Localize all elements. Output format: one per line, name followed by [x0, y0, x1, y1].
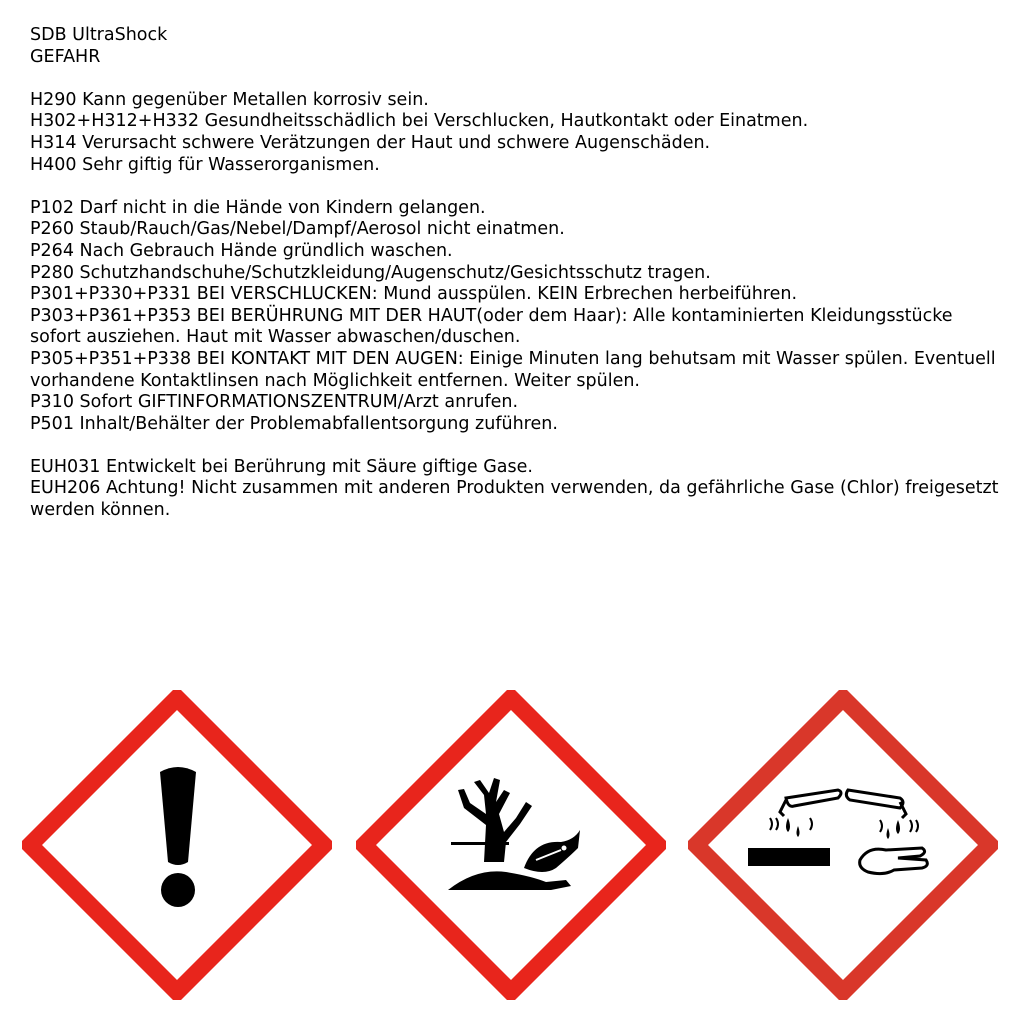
precautionary-statement: P260 Staub/Rauch/Gas/Nebel/Dampf/Aerosol nicht einatmen. [30, 219, 565, 240]
precautionary-statement: P280 Schutzhandschuhe/Schutzkleidung/Augenschutz/Gesichtsschutz tragen. [30, 262, 711, 283]
ghs-pictograms [0, 690, 1024, 1000]
euh-statement: EUH031 Entwickelt bei Berührung mit Säure giftige Gase. [30, 456, 533, 477]
ghs-pictogram-exclamation [22, 690, 332, 1000]
precautionary-statement: P305+P351+P338 BEI KONTAKT MIT DEN AUGEN: Einige Minuten lang behutsam mit Wasser spülen. Eventuell vorhandene Kontaktlinsen nach Möglichkeit entfernen. Weiter spülen. [30, 348, 1002, 391]
precautionary-statements [30, 198, 1005, 436]
signal-word: GEFAHR [30, 46, 101, 67]
euh-statements [30, 457, 1005, 522]
precautionary-statement: P264 Nach Gebrauch Hände gründlich waschen. [30, 240, 453, 261]
hazard-statements [30, 90, 1005, 176]
hazard-statement: H302+H312+H332 Gesundheitsschädlich bei Verschlucken, Hautkontakt oder Einatmen. [30, 111, 809, 132]
spacer [30, 435, 1005, 457]
spacer [30, 68, 1005, 90]
precautionary-statement: P303+P361+P353 BEI BERÜHRUNG MIT DER HAUT(oder dem Haar): Alle kontaminierten Kleidungsstücke sofort ausziehen. Haut mit Wasser abwaschen/duschen. [30, 305, 959, 348]
ghs-pictogram-corrosion [688, 690, 998, 1000]
precautionary-statement: P102 Darf nicht in die Hände von Kindern gelangen. [30, 197, 486, 218]
environment-hazard-icon [356, 690, 666, 1000]
safety-data-text [30, 25, 1005, 522]
hazard-statement: H290 Kann gegenüber Metallen korrosiv sein. [30, 89, 429, 110]
ghs-pictogram-environment [356, 690, 666, 1000]
precautionary-statement: P501 Inhalt/Behälter der Problemabfallentsorgung zuführen. [30, 413, 558, 434]
precautionary-statement: P310 Sofort GIFTINFORMATIONSZENTRUM/Arzt anrufen. [30, 392, 519, 413]
precautionary-statement: P301+P330+P331 BEI VERSCHLUCKEN: Mund ausspülen. KEIN Erbrechen herbeiführen. [30, 284, 798, 305]
exclamation-mark-icon [22, 690, 332, 1000]
hazard-statement: H314 Verursacht schwere Verätzungen der Haut und schwere Augenschäden. [30, 132, 711, 153]
euh-statement: EUH206 Achtung! Nicht zusammen mit anderen Produkten verwenden, da gefährliche Gase (Chlor) freigesetzt werden können. [30, 478, 1005, 521]
corrosion-icon [688, 690, 998, 1000]
hazard-statement: H400 Sehr giftig für Wasserorganismen. [30, 154, 380, 175]
spacer [30, 176, 1005, 198]
product-title: SDB UltraShock [30, 25, 168, 45]
